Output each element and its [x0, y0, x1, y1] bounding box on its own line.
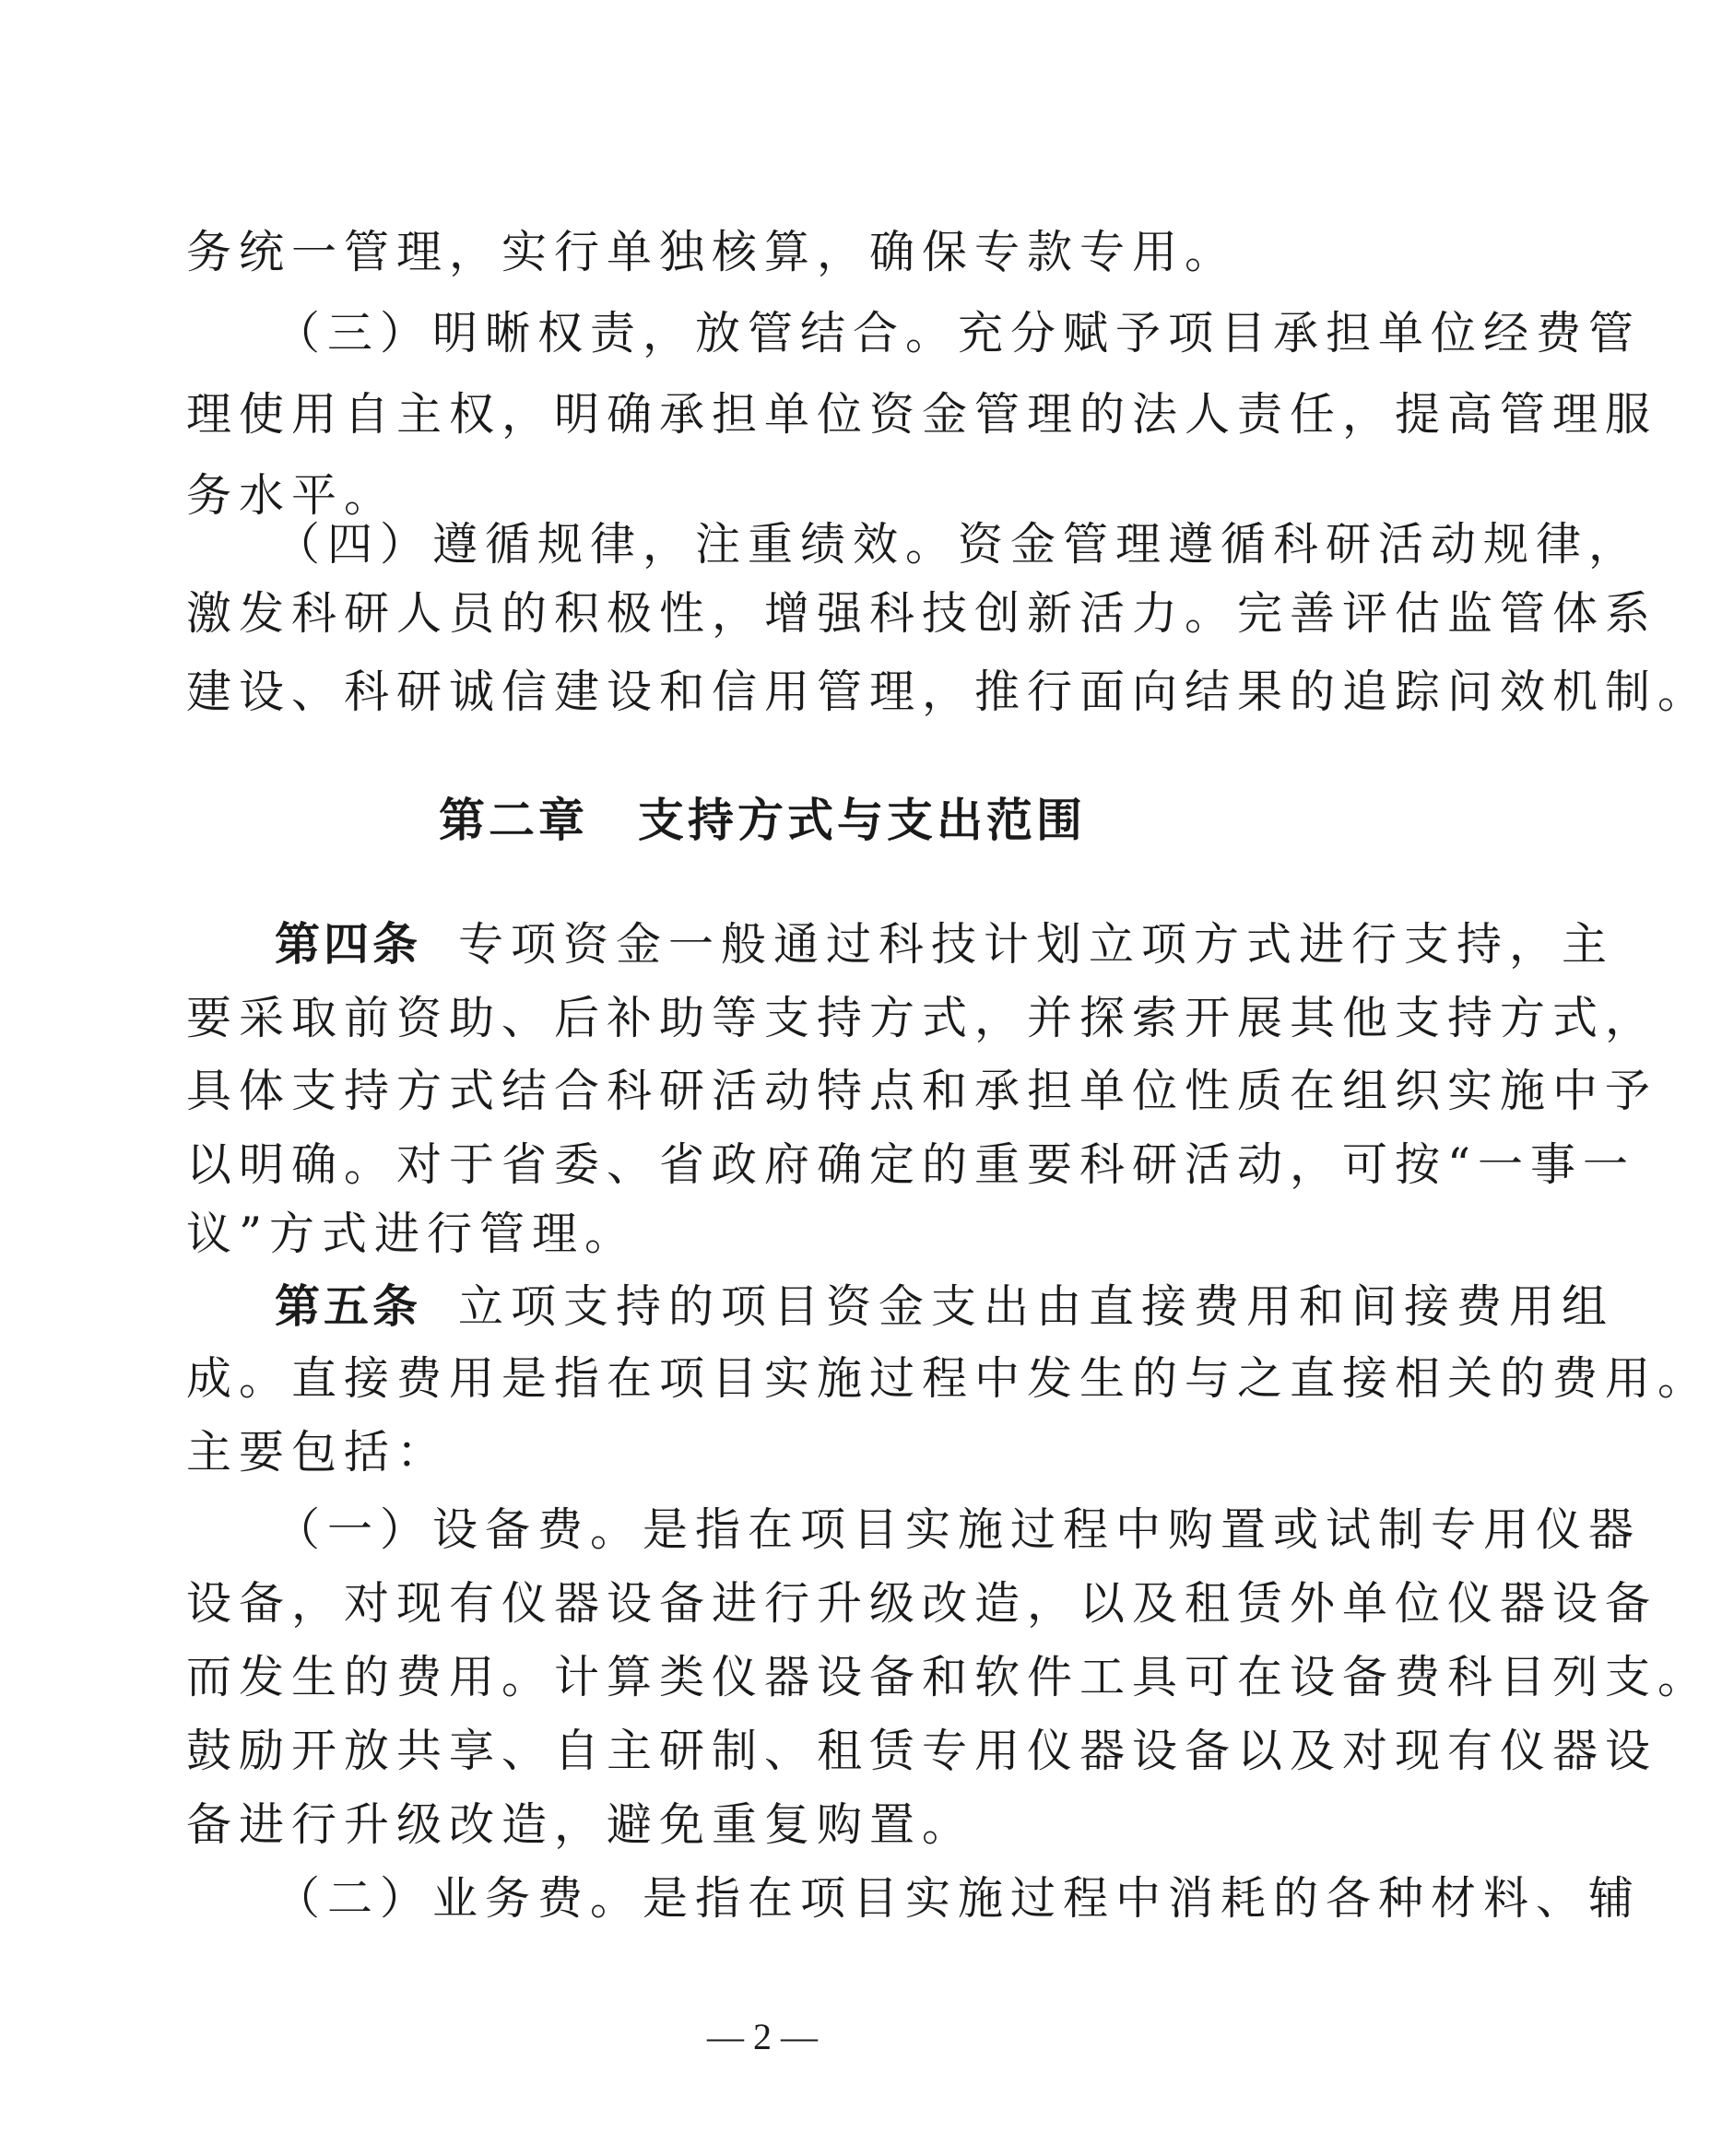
body-text-line: （一）设备费。是指在项目实施过程中购置或试制专用仪器 — [275, 1503, 1642, 1556]
article-5-text: 立项支持的项目资金支出由直接费用和间接费用组 — [458, 1280, 1615, 1333]
body-text-line: 理使用自主权，明确承担单位资金管理的法人责任，提高管理服 — [186, 388, 1658, 441]
article-4-label: 第四条 — [275, 918, 422, 971]
body-text-line: （三）明晰权责，放管结合。充分赋予项目承担单位经费管 — [275, 307, 1642, 359]
body-text-line: 成。直接费用是指在项目实施过程中发生的与之直接相关的费用。 — [186, 1352, 1710, 1405]
article-5-first-line — [275, 1279, 1615, 1335]
body-text-line: 具体支持方式结合科研活动特点和承担单位性质在组织实施中予 — [186, 1065, 1658, 1117]
body-text-line: （四）遵循规律，注重绩效。资金管理遵循科研活动规律， — [275, 518, 1642, 571]
body-text-line: 务水平。 — [186, 469, 397, 522]
body-text-line: 以明确。对于省委、省政府确定的重要科研活动，可按“一事一 — [186, 1138, 1636, 1191]
body-text-line: 激发科研人员的积极性，增强科技创新活力。完善评估监管体系 — [186, 587, 1658, 640]
body-text-line: 设备，对现有仪器设备进行升级改造，以及租赁外单位仪器设备 — [186, 1577, 1658, 1630]
body-text-line: 要采取前资助、后补助等支持方式，并探索开展其他支持方式， — [186, 992, 1658, 1044]
body-text-line: 建设、科研诚信建设和信用管理，推行面向结果的追踪问效机制。 — [186, 666, 1710, 718]
body-text-line: 务统一管理，实行单独核算，确保专款专用。 — [186, 226, 1238, 278]
page-number: — 2 — — [707, 2016, 818, 2057]
body-text-line: 而发生的费用。计算类仪器设备和软件工具可在设备费科目列支。 — [186, 1651, 1710, 1703]
body-text-line: 议”方式进行管理。 — [186, 1208, 638, 1260]
body-text-line: 备进行升级改造，避免重复购置。 — [186, 1798, 975, 1851]
body-text-line: 主要包括： — [186, 1426, 450, 1479]
article-4-first-line — [275, 917, 1615, 972]
body-text-line: 鼓励开放共享、自主研制、租赁专用仪器设备以及对现有仪器设 — [186, 1725, 1658, 1777]
article-5-label: 第五条 — [275, 1280, 422, 1333]
article-4-text: 专项资金一般通过科技计划立项方式进行支持，主 — [458, 918, 1615, 971]
body-text-line: （二）业务费。是指在项目实施过程中消耗的各种材料、辅 — [275, 1872, 1642, 1925]
chapter-heading: 第二章 支持方式与支出范围 — [439, 794, 1086, 847]
